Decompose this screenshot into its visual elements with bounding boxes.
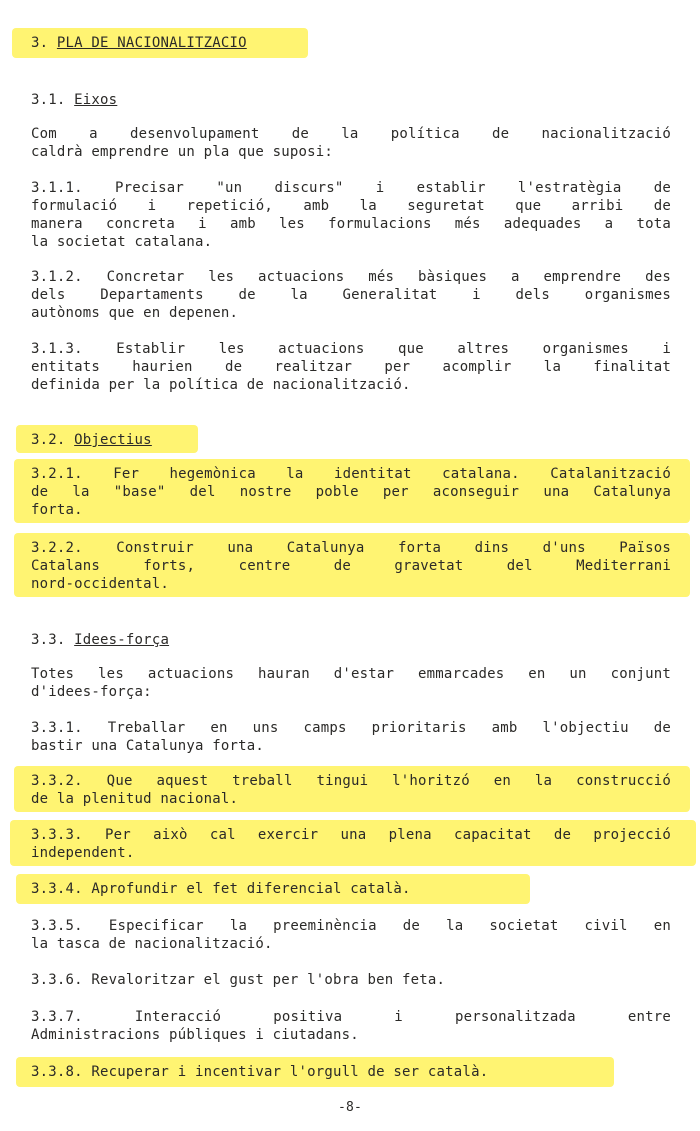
section-3-2-title [31, 431, 152, 449]
para-3-3-3-line-1: 3.3.3. Per això cal exercir una plena capacitat de projecció [31, 827, 671, 843]
section-3-3-title [31, 631, 169, 649]
para-3-1-1-line-1: 3.1.1. Precisar "un discurs" i establir l'estratègia de [31, 180, 671, 196]
section-title: Idees-força [74, 632, 170, 648]
para-3-1-1-line-2: formulació i repetició, amb la seguretat que arribi de [31, 198, 671, 214]
para-3-1-2-line-1: 3.1.2. Concretar les actuacions més bàsiques a emprendre des [31, 269, 671, 285]
para-3-3-7-line-2: Administracions públiques i ciutadans. [31, 1027, 359, 1043]
para-3-1-2-line-2: dels Departaments de la Generalitat i dels organismes [31, 287, 671, 303]
section-number: 3.2. [31, 432, 66, 448]
para-3-2-2-line-1: 3.2.2. Construir una Catalunya forta dins d'uns Països [31, 540, 671, 556]
intro-3-1-line-2: caldrà emprendre un pla que suposi: [31, 144, 334, 160]
para-3-3-2-line-1: 3.3.2. Que aquest treball tingui l'horitzó en la construcció [31, 773, 671, 789]
para-3-3-2-line-2: de la plenitud nacional. [31, 791, 239, 807]
section-title: Eixos [74, 92, 118, 108]
para-3-1-3-line-3: definida per la política de nacionalització. [31, 377, 411, 393]
para-3-3-6: 3.3.6. Revaloritzar el gust per l'obra ben feta. [31, 972, 446, 988]
para-3-3-1-line-1: 3.3.1. Treballar en uns camps prioritaris amb l'objectiu de [31, 720, 671, 736]
para-3-3-1-line-2: bastir una Catalunya forta. [31, 738, 264, 754]
para-3-2-1-line-3: forta. [31, 502, 83, 518]
para-3-3-3-line-2: independent. [31, 845, 135, 861]
para-3-1-3-line-1: 3.1.3. Establir les actuacions que altres organismes i [31, 341, 671, 357]
intro-3-3-line-1: Totes les actuacions hauran d'estar emmarcades en un conjunt [31, 666, 671, 682]
intro-3-1-line-1: Com a desenvolupament de la política de nacionalització [31, 126, 671, 142]
para-3-3-8: 3.3.8. Recuperar i incentivar l'orgull de ser català. [31, 1064, 489, 1080]
para-3-2-1-line-1: 3.2.1. Fer hegemònica la identitat catalana. Catalanització [31, 466, 671, 482]
intro-3-3-line-2: d'idees-força: [31, 684, 152, 700]
section-number: 3.1. [31, 92, 66, 108]
para-3-2-2-line-2: Catalans forts, centre de gravetat del Mediterrani [31, 558, 671, 574]
para-3-1-2-line-3: autònoms que en depenen. [31, 305, 239, 321]
section-title: Objectius [74, 432, 152, 448]
page-number: -8- [337, 1100, 363, 1115]
main-heading-title: PLA DE NACIONALITZACIO [56, 35, 247, 51]
para-3-3-7-line-1: 3.3.7. Interacció positiva i personalitzada entre [31, 1009, 671, 1025]
section-number: 3.3. [31, 632, 66, 648]
para-3-1-3-line-2: entitats haurien de realitzar per acomplir la finalitat [31, 359, 671, 375]
main-heading [31, 34, 247, 52]
para-3-3-5-line-2: la tasca de nacionalització. [31, 936, 273, 952]
section-3-1-title [31, 91, 117, 109]
para-3-2-2-line-3: nord-occidental. [31, 576, 170, 592]
main-heading-number: 3. [31, 35, 49, 51]
para-3-1-1-line-4: la societat catalana. [31, 234, 213, 250]
para-3-2-1-line-2: de la "base" del nostre poble per aconseguir una Catalunya [31, 484, 671, 500]
para-3-3-4: 3.3.4. Aprofundir el fet diferencial català. [31, 881, 411, 897]
para-3-1-1-line-3: manera concreta i amb les formulacions més adequades a tota [31, 216, 671, 232]
para-3-3-5-line-1: 3.3.5. Especificar la preeminència de la societat civil en [31, 918, 671, 934]
